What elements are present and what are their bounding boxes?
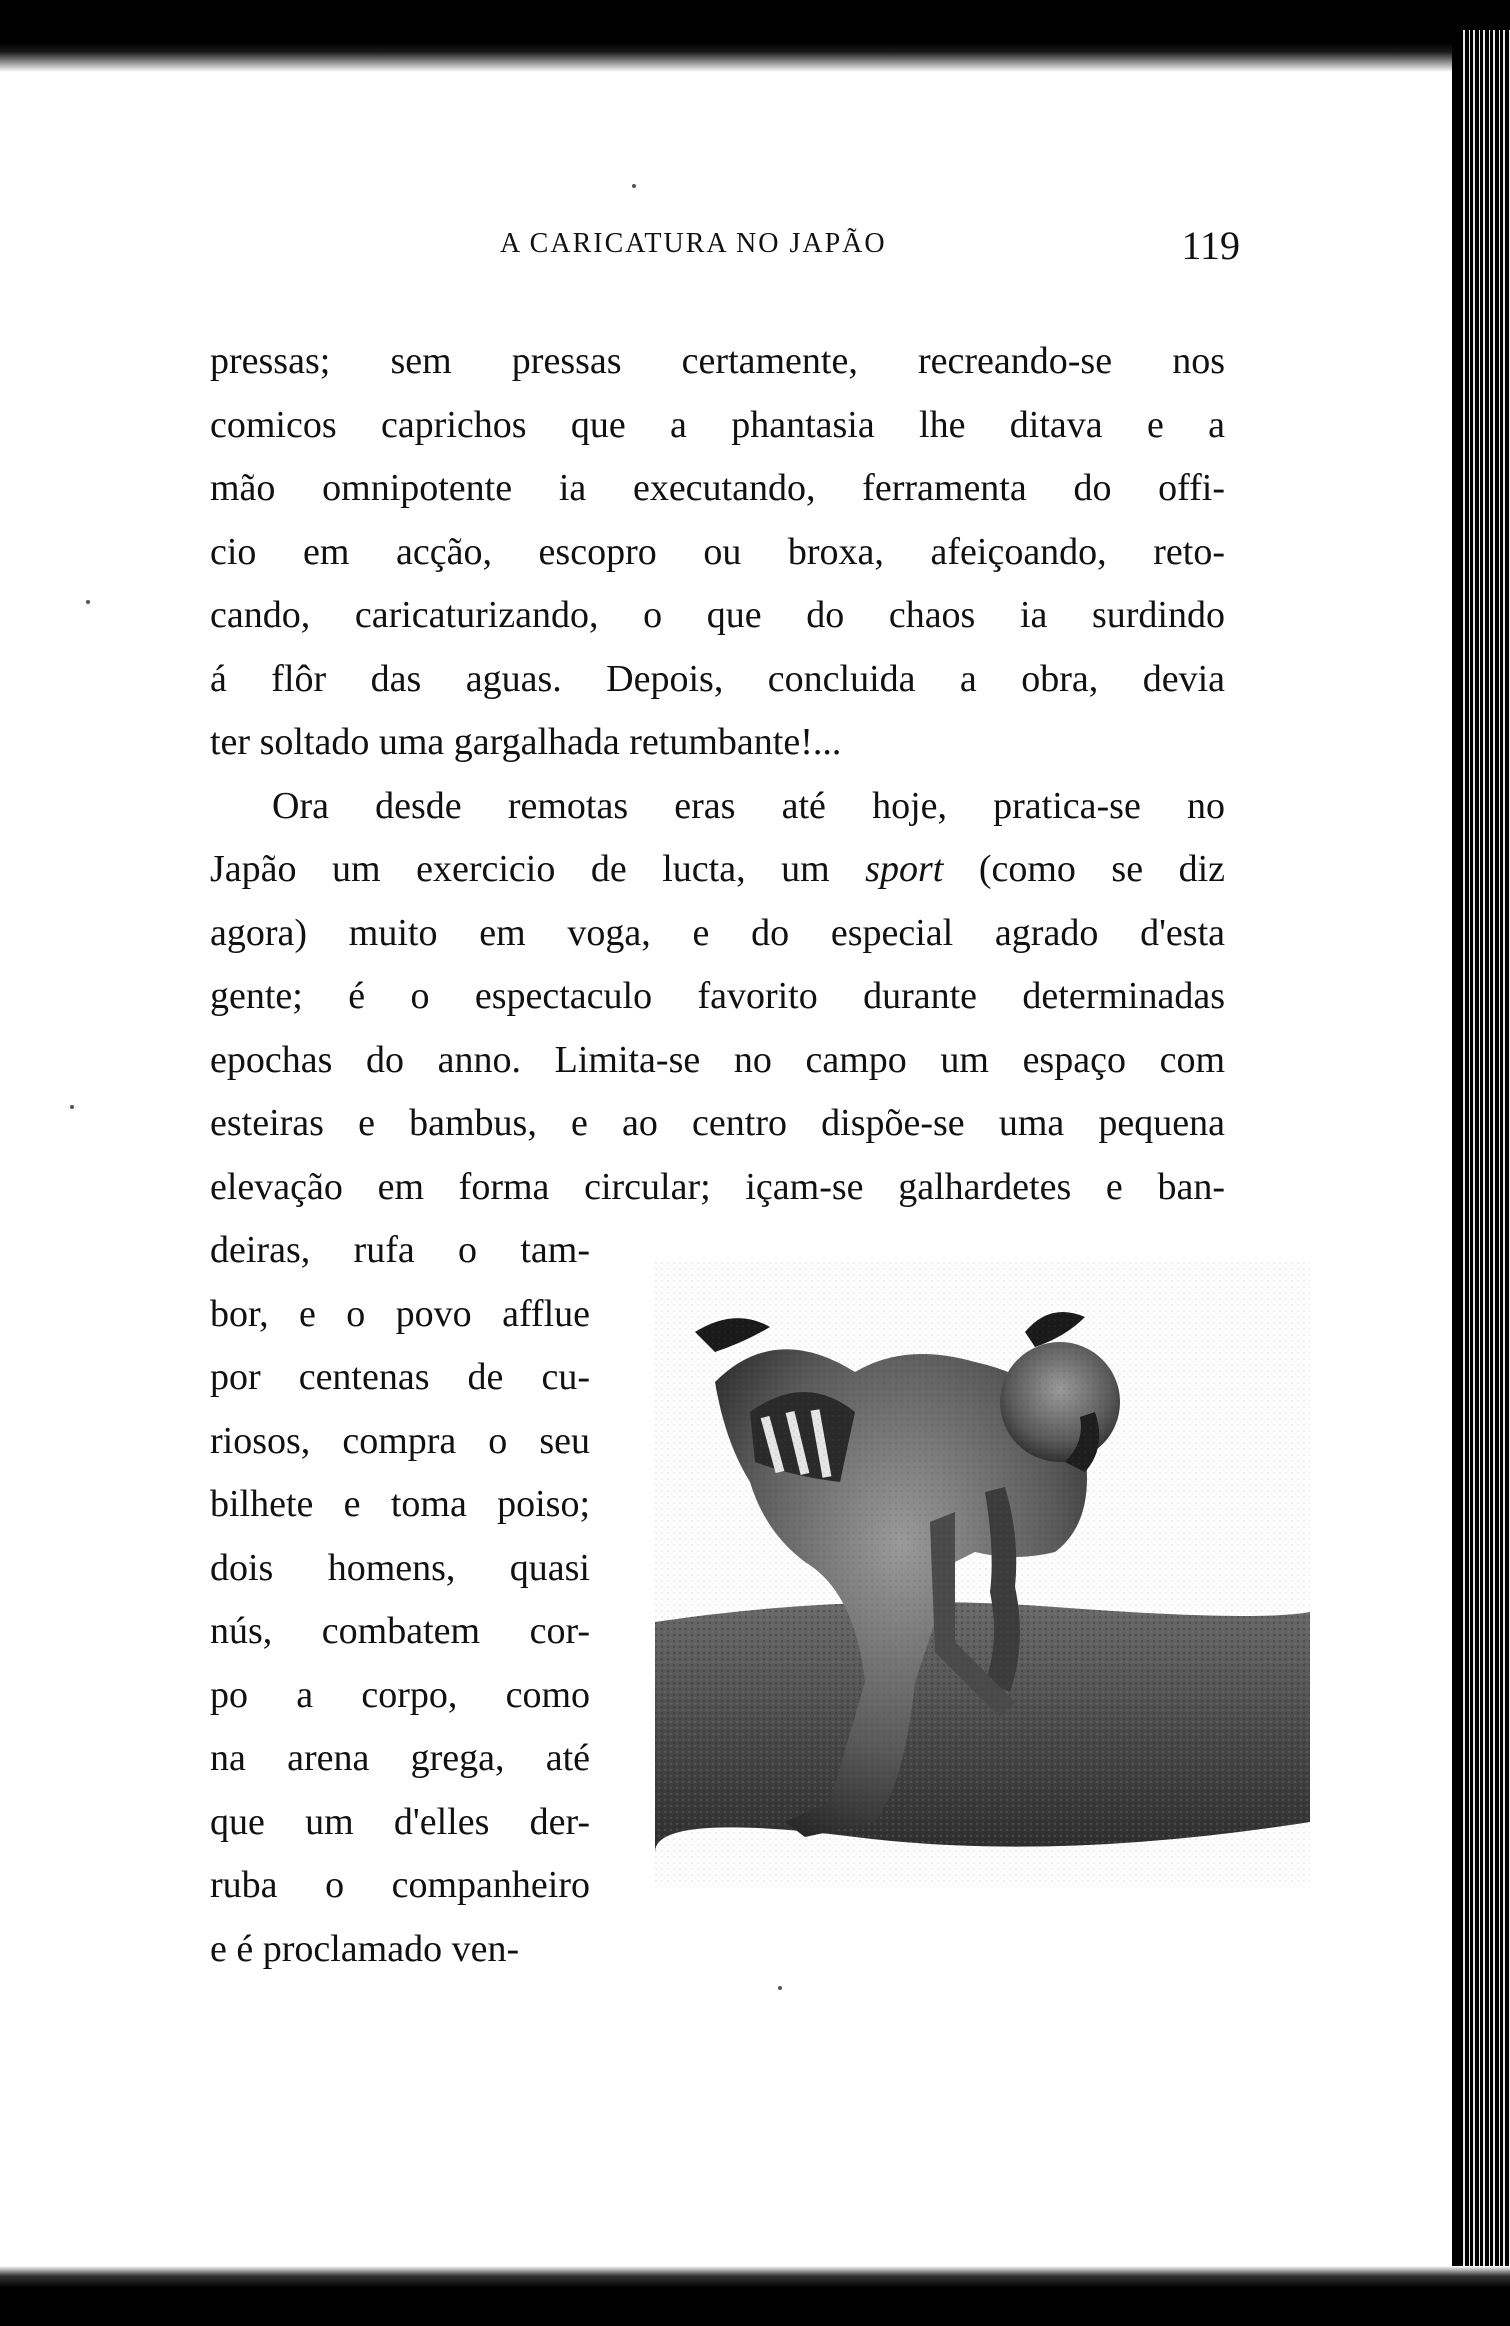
text-line — [210, 1029, 1225, 1093]
text-run: esteiras e bambus, e ao centro dispõe-se uma pequena — [210, 1102, 1225, 1144]
text-line: que um d'elles der- — [210, 1800, 590, 1843]
scan-speck — [632, 184, 636, 188]
running-title: A CARICATURA NO JAPÃO — [500, 228, 887, 259]
running-head — [200, 223, 1240, 268]
text-line: dois homens, quasi — [210, 1546, 590, 1589]
text-run: gente; é o espectaculo favorito durante determinadas — [210, 975, 1225, 1017]
scan-border-bottom — [0, 2266, 1510, 2326]
text-line: comicos caprichos que a phantasia lhe ditava e a — [210, 403, 1225, 446]
wrapped-column — [210, 1219, 590, 1981]
text-line: e é proclamado ven- — [210, 1927, 520, 1970]
text-line: na arena grega, até — [210, 1737, 590, 1779]
scan-border-right-edge — [1452, 40, 1460, 2320]
text-line: por centenas de cu- — [210, 1356, 590, 1398]
text-run: (como se diz — [943, 848, 1226, 890]
text-line: ruba o companheiro — [210, 1864, 590, 1906]
text-line — [210, 1156, 1225, 1220]
scan-speck — [70, 1105, 74, 1109]
text-line — [210, 838, 1225, 902]
text-run: elevação em forma circular; içam-se galhardetes e ban- — [210, 1165, 1225, 1208]
scan-speck — [778, 1986, 782, 1990]
page-number: 119 — [1181, 223, 1240, 268]
scan-border-top — [0, 0, 1510, 72]
text-line: deiras, rufa o tam- — [210, 1229, 590, 1271]
text-line: po a corpo, como — [210, 1673, 590, 1716]
text-line: riosos, compra o seu — [210, 1419, 590, 1462]
text-line: nús, combatem cor- — [210, 1610, 590, 1652]
text-run: Japão um exercicio de lucta, um — [210, 848, 866, 890]
text-line: cio em acção, escopro ou broxa, afeiçoando, reto- — [210, 530, 1225, 573]
scan-speck — [86, 600, 90, 604]
text-line — [210, 775, 1225, 839]
text-line — [210, 1092, 1225, 1156]
text-line — [210, 902, 1225, 966]
text-line — [210, 965, 1225, 1029]
text-run: Ora desde remotas eras até hoje, pratica-se no — [272, 784, 1225, 827]
text-line: mão omnipotente ia executando, ferramenta do offi- — [210, 467, 1225, 509]
text-line: cando, caricaturizando, o que do chaos ia surdindo — [210, 594, 1225, 636]
text-line: ter soltado uma gargalhada retumbante!... — [210, 721, 842, 763]
wrestler-photo-icon — [655, 1262, 1310, 1887]
text-run: agora) muito em voga, e do especial agrado d'esta — [210, 911, 1225, 954]
scan-border-right — [1460, 30, 1510, 2326]
italic-word: sport — [865, 848, 944, 890]
text-run: epochas do anno. Limita-se no campo um espaço com — [210, 1038, 1225, 1081]
text-line: bilhete e toma poiso; — [210, 1483, 590, 1525]
text-line: bor, e o povo afflue — [210, 1292, 590, 1335]
text-line: á flôr das aguas. Depois, concluida a obra, devia — [210, 657, 1225, 700]
sumo-wrestler-photo — [655, 1262, 1310, 1887]
text-line: pressas; sem pressas certamente, recreando-se nos — [210, 340, 1225, 382]
paragraph-1 — [210, 330, 1225, 775]
